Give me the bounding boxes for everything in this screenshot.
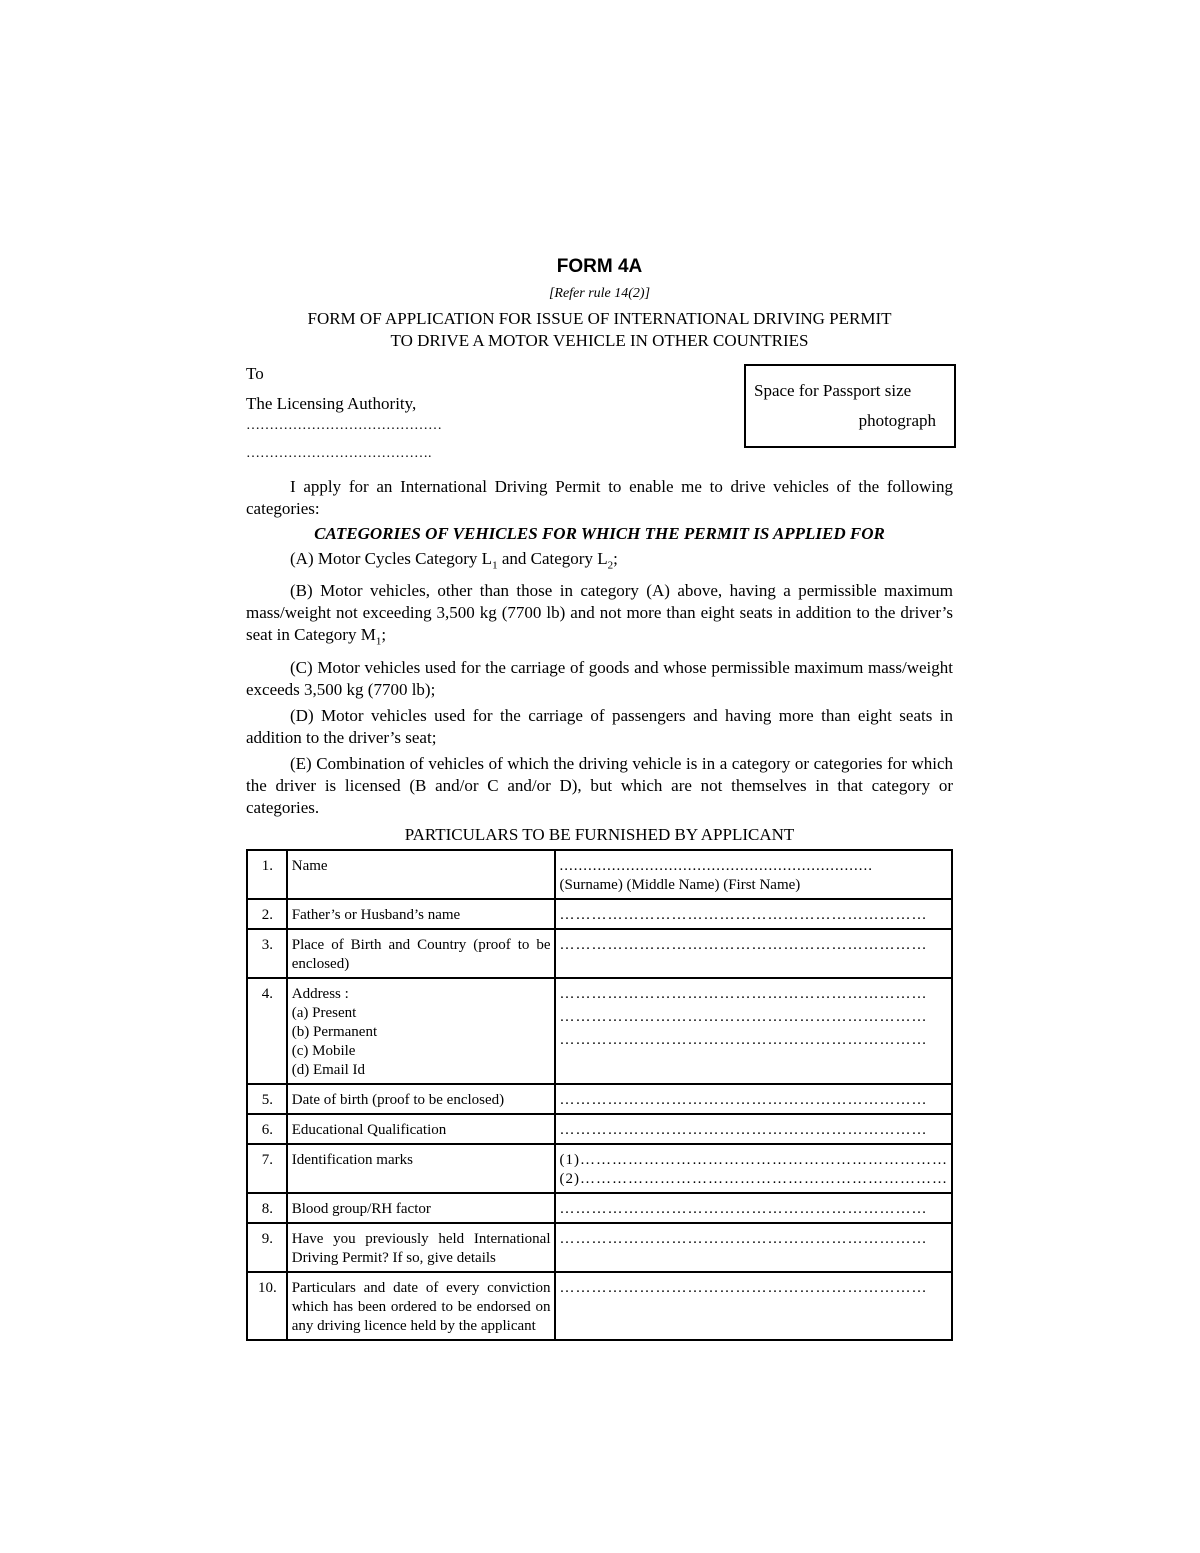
photo-box-line-1: Space for Passport size xyxy=(754,381,912,400)
particulars-table xyxy=(246,849,953,1341)
name-format-note: (Surname) (Middle Name) (First Name) xyxy=(559,876,801,893)
row-number: 10. xyxy=(247,1272,287,1340)
row-number: 3. xyxy=(247,929,287,978)
previous-permit-field[interactable]: …………………………………………………………… xyxy=(555,1223,953,1272)
table-row xyxy=(247,899,952,929)
category-c: (C) Motor vehicles used for the carriage of goods and whose permissible maximum mass/weight exceeds 3,500 kg (7700 lb); xyxy=(246,657,953,699)
row-label: Address : (a) Present (b) Permanent (c) Mobile (d) Email Id xyxy=(287,978,555,1084)
row-label: Particulars and date of every conviction which has been ordered to be endorsed on any driving licence held by the applicant xyxy=(287,1272,555,1340)
address-dots-1: …………………………………… xyxy=(246,418,442,433)
table-row xyxy=(247,1193,952,1223)
row-number: 7. xyxy=(247,1144,287,1193)
table-row xyxy=(247,1223,952,1272)
row-number: 1. xyxy=(247,850,287,899)
table-row xyxy=(247,850,952,899)
row-label: Identification marks xyxy=(287,1144,555,1193)
birthplace-field[interactable]: …………………………………………………………… xyxy=(555,929,953,978)
date-of-birth-field[interactable]: …………………………………………………………… xyxy=(555,1084,953,1114)
address-present-label: (a) Present xyxy=(291,1004,357,1021)
row-number: 6. xyxy=(247,1114,287,1144)
intro-paragraph: I apply for an International Driving Permit to enable me to drive vehicles of the following categories: xyxy=(246,477,953,518)
category-d: (D) Motor vehicles used for the carriage of passengers and having more than eight seats in addition to the driver’s seat; xyxy=(246,705,953,747)
row-label: Blood group/RH factor xyxy=(287,1193,555,1223)
qualification-field[interactable]: …………………………………………………………… xyxy=(555,1114,953,1144)
table-row xyxy=(247,1084,952,1114)
heading-line-2: TO DRIVE A MOTOR VEHICLE IN OTHER COUNTRIES xyxy=(390,331,809,350)
row-label: Name xyxy=(287,850,555,899)
photo-box-line-2: photograph xyxy=(858,411,936,430)
row-number: 9. xyxy=(247,1223,287,1272)
blood-group-field[interactable]: …………………………………………………………… xyxy=(555,1193,953,1223)
table-row xyxy=(247,1272,952,1340)
category-e: (E) Combination of vehicles of which the driving vehicle is in a category or categories for which the driver is licensed (B and/or C and/or D), but which are not themselves in that category or categories. xyxy=(246,753,953,817)
table-row xyxy=(247,1144,952,1193)
particulars-heading: PARTICULARS TO BE FURNISHED BY APPLICANT xyxy=(404,824,795,844)
address-field[interactable]: …………………………………………………………… …………………………………………………………… …………………………………………………………… xyxy=(555,978,953,1084)
row-number: 4. xyxy=(247,978,287,1084)
name-field[interactable]: .................................................................. (Surname) (Middle Name) (First Name) xyxy=(555,850,953,899)
row-label: Father’s or Husband’s name xyxy=(287,899,555,929)
table-row xyxy=(247,929,952,978)
photo-box xyxy=(744,364,956,448)
row-label: Educational Qualification xyxy=(287,1114,555,1144)
row-label: Place of Birth and Country (proof to be enclosed) xyxy=(287,929,555,978)
category-a: (A) Motor Cycles Category $L_1$ and Category $L_2$; xyxy=(290,549,618,572)
address-mobile-label: (c) Mobile xyxy=(291,1042,356,1059)
row-label: Date of birth (proof to be enclosed) xyxy=(287,1084,555,1114)
address-to: To xyxy=(246,364,264,383)
identification-marks-field[interactable]: (1)…………………………………………………………… (2)…………………………………………………………… xyxy=(555,1144,953,1193)
table-row xyxy=(247,1114,952,1144)
address-authority: The Licensing Authority, xyxy=(246,394,417,413)
rule-reference: [Refer rule 14(2)] xyxy=(548,286,651,301)
address-dots-2: …………………………………. xyxy=(246,446,432,461)
table-row xyxy=(247,978,952,1084)
form-title: FORM 4A xyxy=(556,256,643,277)
categories-heading: CATEGORIES OF VEHICLES FOR WHICH THE PERMIT IS APPLIED FOR xyxy=(314,524,885,543)
address-email-label: (d) Email Id xyxy=(291,1061,366,1078)
convictions-field[interactable]: …………………………………………………………… xyxy=(555,1272,953,1340)
address-block xyxy=(246,360,953,470)
form-heading xyxy=(246,308,953,352)
address-permanent-label: (b) Permanent xyxy=(291,1023,378,1040)
category-b: (B) Motor vehicles, other than those in category (A) above, having a permissible maximum mass/weight not exceeding 3,500 kg (7700 lb) and not more than eight seats in addition to the driver’s seat in Category $M_1$; xyxy=(246,581,953,648)
row-number: 2. xyxy=(247,899,287,929)
form-page xyxy=(246,250,953,1341)
row-label: Have you previously held International Driving Permit? If so, give details xyxy=(287,1223,555,1272)
row-number: 8. xyxy=(247,1193,287,1223)
row-number: 5. xyxy=(247,1084,287,1114)
father-husband-name-field[interactable]: …………………………………………………………… xyxy=(555,899,953,929)
heading-line-1: FORM OF APPLICATION FOR ISSUE OF INTERNATIONAL DRIVING PERMIT xyxy=(307,309,892,328)
